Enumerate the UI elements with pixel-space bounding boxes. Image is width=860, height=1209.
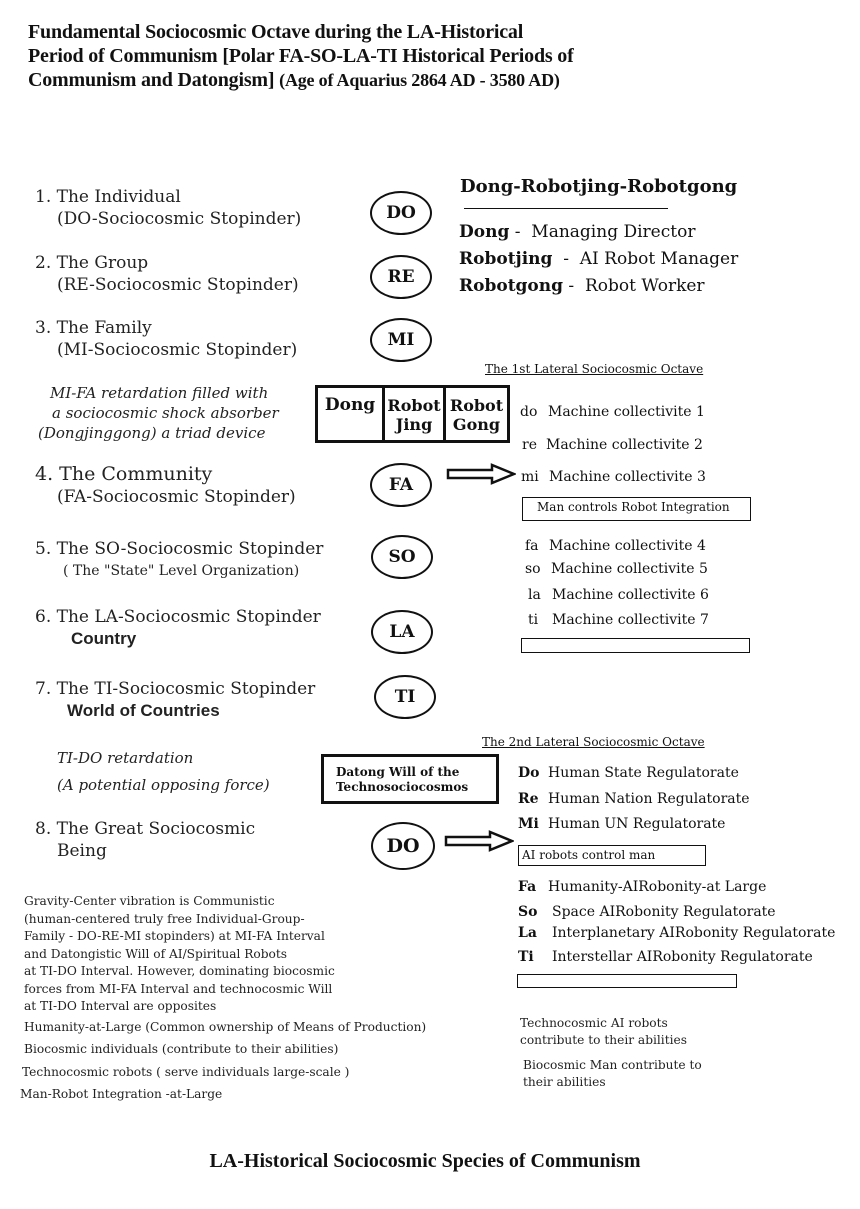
paragraph-line: Family - DO-RE-MI stopinders) at MI-FA Interval	[24, 929, 325, 943]
stopinder-sub: Being	[57, 841, 107, 861]
octave-text: Machine collectivite 1	[548, 404, 705, 420]
triad-cell-text: Gong	[452, 415, 501, 434]
paragraph-line: Gravity-Center vibration is Communistic	[24, 894, 275, 908]
lateral2-row	[518, 949, 813, 965]
octave-text: Machine collectivite 7	[552, 612, 709, 628]
triad-cell-robot-jing	[385, 388, 446, 440]
stopinder-6	[35, 606, 321, 650]
ti-do-line-1: TI-DO retardation	[57, 749, 194, 767]
dongjinggong-triad	[315, 385, 510, 443]
lateral-octave-2-title: The 2nd Lateral Sociocosmic Octave	[482, 735, 705, 749]
octave-note: Ti	[518, 949, 534, 965]
mi-fa-line-2: a sociocosmic shock absorber	[52, 404, 279, 422]
stopinder-label: 2. The Group	[35, 253, 149, 273]
stopinder-label: 8. The Great Sociocosmic	[35, 819, 256, 839]
stopinder-sub: (MI-Sociocosmic Stopinder)	[57, 340, 298, 360]
note-line: contribute to their abilities	[520, 1033, 687, 1047]
octave-text: Human UN Regulatorate	[548, 816, 726, 832]
octave-text: Machine collectivite 4	[549, 538, 706, 554]
octave-note: Mi	[518, 816, 539, 832]
lateral1-row	[522, 437, 703, 453]
ai-robots-control-man-box	[518, 845, 706, 866]
triad-cell-text: Jing	[395, 415, 433, 434]
box-text: Man controls Robot Integration	[537, 500, 730, 514]
stopinder-label: 3. The Family	[35, 318, 152, 338]
octave-text: Interplanetary AIRobonity Regulatorate	[552, 925, 836, 941]
lateral-octave-1-title: The 1st Lateral Sociocosmic Octave	[485, 362, 704, 376]
diagram-title	[28, 20, 574, 92]
note-oval-re: RE	[370, 255, 432, 299]
note-line: their abilities	[523, 1075, 606, 1089]
lateral2-row	[518, 879, 766, 895]
title-line-3b: (Age of Aquarius 2864 AD - 3580 AD)	[279, 70, 560, 90]
legend-item: Dong - Managing Director	[459, 222, 696, 242]
man-controls-robot-box	[522, 497, 751, 521]
triad-cell-dong	[318, 388, 385, 440]
box-text: AI robots control man	[522, 848, 656, 862]
stopinder-1	[35, 186, 301, 230]
paragraph-line: Man-Robot Integration -at-Large	[20, 1087, 223, 1101]
paragraph-line: and Datongistic Will of AI/Spiritual Robots	[24, 946, 288, 961]
lateral2-row	[518, 904, 776, 920]
stopinder-2	[35, 252, 299, 296]
octave-note: ti	[528, 612, 539, 628]
ti-do-line-2: (A potential opposing force)	[57, 776, 270, 794]
datong-line-1: Datong Will of the	[336, 765, 460, 779]
lateral1-row	[528, 587, 709, 603]
note-oval-do: DO	[370, 191, 432, 235]
legend-def: Managing Director	[531, 222, 696, 242]
octave-note: Do	[518, 765, 540, 781]
biocosmic-note	[523, 1057, 702, 1091]
mi-fa-line-3: (Dongjinggong) a triad device	[38, 424, 266, 442]
octave-text: Human Nation Regulatorate	[548, 791, 750, 807]
footer-title: LA-Historical Sociocosmic Species of Communism	[209, 1150, 641, 1172]
octave-note: so	[525, 561, 541, 577]
legend-divider	[464, 208, 668, 209]
triad-cell-text: Robot	[449, 396, 504, 415]
stopinder-label: 6. The LA-Sociocosmic Stopinder	[35, 607, 321, 627]
mi-fa-line-1: MI-FA retardation filled with	[50, 384, 269, 402]
technocosmic-note	[520, 1015, 687, 1049]
lateral1-row	[525, 561, 708, 577]
note-oval-fa: FA	[370, 463, 432, 507]
note-oval-so: SO	[371, 535, 433, 579]
triad-cell-text: Robot	[387, 396, 441, 415]
octave-text: Machine collectivite 2	[546, 437, 703, 453]
stopinder-sub: World of Countries	[67, 701, 220, 720]
paragraph-line: at TI-DO Interval are opposites	[24, 999, 217, 1013]
explanation-paragraph	[20, 893, 427, 1104]
stopinder-4	[35, 463, 296, 508]
triad-cell-text: Dong	[324, 395, 376, 415]
octave-note: mi	[521, 469, 539, 485]
title-line-3a: Communism and Datongism]	[28, 69, 275, 91]
octave-note: Re	[518, 791, 539, 807]
lateral1-row	[521, 469, 706, 485]
note-oval-mi: MI	[370, 318, 432, 362]
octave-text: Space AIRobonity Regulatorate	[552, 904, 776, 920]
octave-text: Machine collectivite 6	[552, 587, 709, 603]
octave-note: Fa	[518, 879, 537, 895]
stopinder-5	[35, 538, 323, 582]
lateral2-row	[518, 765, 739, 781]
stopinder-sub: (DO-Sociocosmic Stopinder)	[57, 209, 302, 229]
title-line-3	[28, 68, 574, 92]
lateral2-row	[518, 925, 835, 941]
stopinder-label: 7. The TI-Sociocosmic Stopinder	[35, 679, 316, 699]
legend-list	[459, 219, 738, 300]
lateral2-row	[518, 791, 750, 807]
paragraph-line: (human-centered truly free Individual-Group-	[24, 911, 305, 926]
octave-note: re	[522, 437, 537, 453]
legend-def: Robot Worker	[585, 276, 705, 296]
stopinder-8	[35, 818, 255, 862]
lateral1-row	[528, 612, 709, 628]
legend-def: AI Robot Manager	[579, 249, 739, 269]
lateral1-row	[520, 404, 705, 420]
stopinder-label: 4. The Community	[35, 463, 213, 485]
stopinder-3	[35, 317, 297, 361]
paragraph-line: Humanity-at-Large (Common ownership of Means of Production)	[24, 1019, 427, 1034]
stopinder-7	[35, 678, 315, 722]
ti-do-retardation-note	[57, 745, 270, 799]
paragraph-line: forces from MI-FA Interval and technocosmic Will	[24, 981, 333, 996]
legend-item: Robotjing - AI Robot Manager	[459, 249, 739, 269]
octave-note: fa	[525, 538, 539, 554]
stopinder-sub: Country	[71, 629, 137, 648]
legend-term: Robotgong	[459, 276, 564, 296]
datong-line-2: Technosociocosmos	[336, 780, 469, 794]
arrow-right-icon	[444, 830, 514, 852]
stopinder-label: 1. The Individual	[35, 187, 181, 207]
lateral2-row	[518, 816, 725, 832]
note-line: Technocosmic AI robots	[520, 1016, 668, 1030]
octave-note: do	[520, 404, 538, 420]
paragraph-line: at TI-DO Interval. However, dominating biocosmic	[24, 964, 335, 978]
legend-term: Dong	[459, 222, 510, 242]
note-oval-ti: TI	[374, 675, 436, 719]
paragraph-line: Technocosmic robots ( serve individuals large-scale )	[22, 1064, 350, 1079]
title-line-2: Period of Communism [Polar FA-SO-LA-TI Historical Periods of	[28, 45, 574, 67]
octave-text: Humanity-AIRobonity-at Large	[548, 879, 767, 895]
octave-note: So	[518, 904, 538, 920]
mi-fa-retardation-note	[38, 383, 279, 443]
legend-item: Robotgong - Robot Worker	[459, 276, 705, 296]
legend-heading: Dong-Robotjing-Robotgong	[460, 176, 738, 197]
empty-box	[517, 974, 737, 988]
note-line: Biocosmic Man contribute to	[523, 1058, 702, 1072]
lateral1-row	[525, 538, 706, 554]
octave-text: Machine collectivite 3	[549, 469, 706, 485]
datong-will-box	[321, 754, 499, 804]
legend-term: Robotjing	[459, 249, 553, 269]
octave-note: La	[518, 925, 537, 941]
stopinder-sub: (FA-Sociocosmic Stopinder)	[57, 487, 296, 507]
title-line-1: Fundamental Sociocosmic Octave during the LA-Historical	[28, 21, 524, 43]
stopinder-label: 5. The SO-Sociocosmic Stopinder	[35, 539, 324, 559]
stopinder-sub: ( The "State" Level Organization)	[63, 563, 300, 579]
octave-note: la	[528, 587, 541, 603]
octave-text: Human State Regulatorate	[548, 765, 739, 781]
octave-text: Interstellar AIRobonity Regulatorate	[552, 949, 813, 965]
empty-box	[521, 638, 750, 653]
arrow-right-icon	[446, 463, 516, 485]
triad-cell-robot-gong	[446, 388, 507, 440]
note-oval-do-great: DO	[371, 822, 435, 870]
stopinder-sub: (RE-Sociocosmic Stopinder)	[57, 275, 299, 295]
octave-text: Machine collectivite 5	[551, 561, 708, 577]
paragraph-line: Biocosmic individuals (contribute to their abilities)	[24, 1042, 339, 1056]
note-oval-la: LA	[371, 610, 433, 654]
